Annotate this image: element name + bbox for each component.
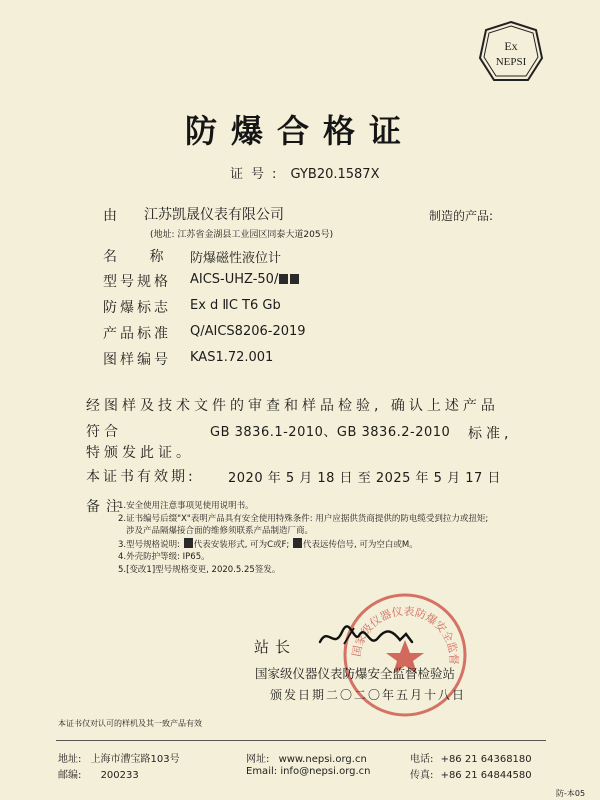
certificate-number-label: 证号: — [230, 167, 285, 182]
footer-phone-label: 电话: — [410, 754, 434, 765]
footer-email — [246, 766, 371, 777]
applicant-label: 由 — [103, 208, 120, 224]
notes-label: 备注 — [86, 499, 126, 515]
redaction-mark — [279, 274, 288, 284]
statement-line3: 特颁发此证。 — [86, 445, 194, 461]
field-label-ex-mark: 防爆标志 — [103, 300, 171, 316]
footer-web-label: 网址: — [246, 754, 270, 765]
note-item-text: 代表安装形式, 可为C或F; — [193, 539, 292, 550]
footer-email-label: Email: — [246, 766, 278, 777]
statement-line1: 经图样及技术文件的审查和样品检验, 确认上述产品 — [86, 398, 499, 414]
footer-phone-value: +86 21 64368180 — [440, 754, 532, 765]
field-label-standard: 产品标准 — [103, 326, 171, 342]
note-item: 5.[变改1]型号规格变更, 2020.5.25签发。 — [118, 564, 281, 575]
validity-text: 2020 年 5 月 18 日 至 2025 年 5 月 17 日 — [228, 471, 501, 486]
note-item — [118, 538, 488, 552]
handwritten-signature — [314, 620, 424, 654]
footer-postcode — [58, 766, 139, 781]
field-value-ex-mark: Ex d ⅡC T6 Gb — [190, 298, 281, 313]
applicant-company: 江苏凯晟仪表有限公司 — [144, 207, 284, 223]
footer-web-value[interactable]: www.nepsi.org.cn — [278, 754, 367, 765]
certificate-title: 防爆合格证 — [184, 112, 415, 150]
issue-date: 颁发日期二〇二〇年五月十八日 — [270, 688, 467, 702]
certificate-number-value: GYB20.1587X — [290, 167, 380, 182]
redaction-mark — [293, 538, 302, 548]
statement-conform-label: 符合 — [86, 424, 122, 440]
footer-address — [58, 750, 180, 765]
footer-postcode-value: 200233 — [100, 770, 139, 781]
field-value-model-text: AICS-UHZ-50/ — [190, 272, 279, 287]
validity-label: 本证书有效期: — [86, 469, 196, 485]
footer-phone — [410, 750, 532, 765]
statement-standard-suffix: 标准, — [468, 426, 513, 442]
form-code: 防-本05 — [556, 789, 586, 798]
field-value-drawing: KAS1.72.001 — [190, 350, 274, 365]
field-value-model — [190, 272, 300, 287]
manufacturer-label: 制造的产品: — [429, 209, 494, 223]
note-item: 2.证书编号后缀"X"表明产品具有安全使用特殊条件: 用户应据供货商提供的防电缆受到拉力或扭矩; — [118, 513, 489, 524]
note-item: 涉及产品隔爆接合面的维修须联系产品制造厂商。 — [126, 526, 314, 537]
footer-divider — [56, 740, 546, 741]
footer-postcode-label: 邮编: — [58, 770, 82, 781]
logo-line1: Ex — [504, 39, 518, 53]
footer-disclaimer: 本证书仅对认可的样机及其一致产品有效 — [58, 719, 202, 728]
logo-line2: NEPSI — [495, 56, 527, 68]
footer-address-label: 地址: — [58, 754, 82, 765]
nepsi-ex-logo — [478, 20, 544, 84]
statement-standards: GB 3836.1-2010、GB 3836.2-2010 — [210, 425, 451, 440]
applicant-address: (地址: 江苏省金湖县工业园区同泰大道205号) — [150, 230, 334, 240]
redaction-mark — [184, 538, 193, 548]
footer-email-value[interactable]: info@nepsi.org.cn — [280, 766, 371, 777]
issuing-organization: 国家级仪器仪表防爆安全监督检验站 — [255, 666, 456, 681]
redaction-mark — [290, 274, 299, 284]
footer-address-value: 上海市漕宝路103号 — [90, 754, 180, 765]
field-label-name: 名 称 — [103, 249, 178, 265]
footer-fax-label: 传真: — [410, 770, 434, 781]
seal-text: 国家级仪器仪表防爆安全监督 — [349, 604, 461, 665]
footer-web — [246, 750, 367, 765]
notes-list — [118, 500, 488, 577]
footer-fax-value: +86 21 64844580 — [440, 770, 532, 781]
note-item: 1.安全使用注意事项见使用说明书。 — [118, 501, 254, 511]
field-value-standard: Q/AICS8206-2019 — [190, 324, 306, 339]
note-item-text: 代表远传信号, 可为空白或M。 — [302, 539, 418, 550]
note-item: 4.外壳防护等级: IP65。 — [118, 552, 210, 563]
certificate-number — [230, 163, 379, 182]
station-head-label: 站长 — [254, 638, 297, 656]
note-item-text: 3.型号规格说明: — [118, 539, 183, 550]
field-label-model: 型号规格 — [103, 274, 171, 290]
field-value-name: 防爆磁性液位计 — [190, 251, 282, 266]
footer-fax — [410, 766, 532, 781]
field-label-drawing: 图样编号 — [103, 352, 171, 368]
